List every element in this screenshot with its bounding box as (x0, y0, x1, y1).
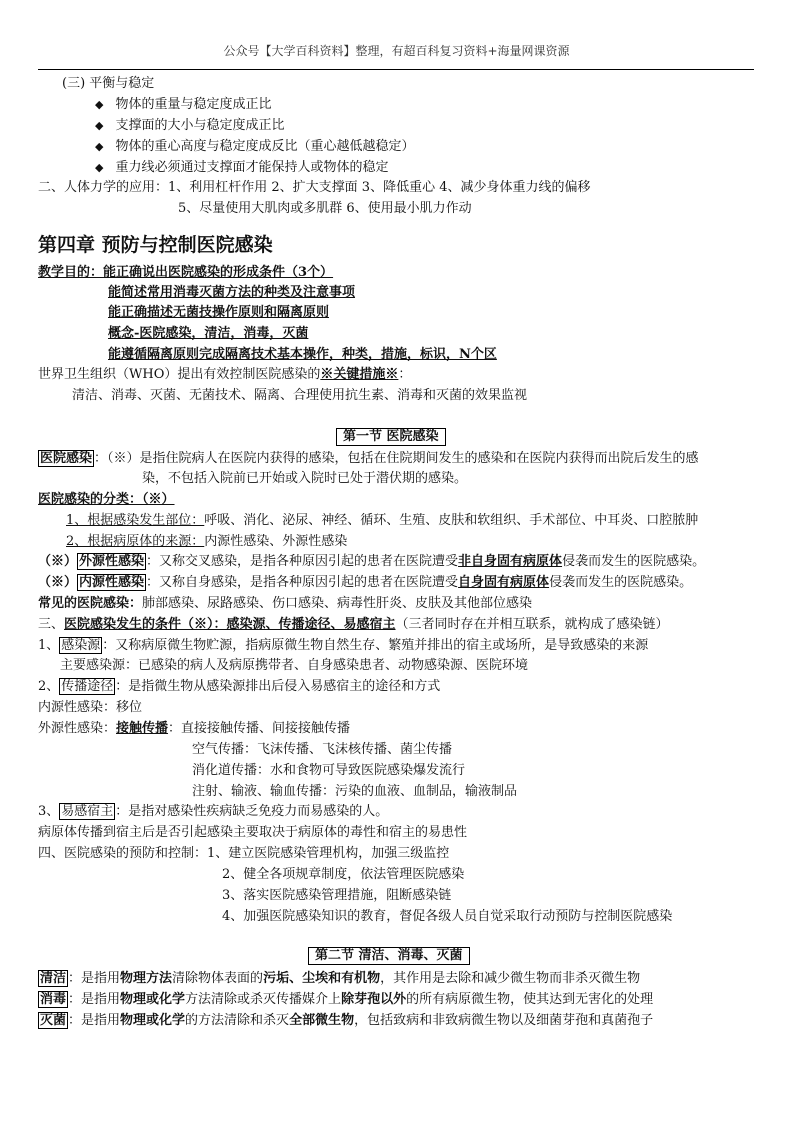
section1-title: 第一节 医院感染 (336, 428, 446, 446)
diamond-bullet-icon: ◆ (95, 98, 104, 111)
objective-item: 概念-医院感染，清洁，消毒，灭菌 (108, 326, 309, 341)
who-measures-intro: 世界卫生组织（WHO）提出有效控制医院感染的※关键措施※： (38, 367, 412, 382)
exogenous-infection: （※） 外源性感染 ：又称交叉感染，是指各种原因引起的患者在医院遭受非自身固有病原体侵袭而发生的医院感染。 (38, 554, 706, 569)
prevention-item: 3、落实医院感染管理措施，阻断感染链 (222, 888, 452, 903)
chapter-title: 第四章 预防与控制医院感染 (38, 234, 273, 256)
sterilization-definition: 灭菌 ：是指用物理或化学的方法清除和杀灭全部微生物，包括致病和非致病微生物以及细菌芽孢和真菌孢子 (40, 1013, 654, 1028)
page-header: 公众号【大学百科资料】整理，有超百科复习资料+海量网课资源 (223, 44, 570, 58)
who-measures-list: 清洁、消毒、灭菌、无菌技术、隔离、合理使用抗生素、消毒和灭菌的效果监视 (72, 388, 528, 403)
section2-title: 第二节 清洁、消毒、灭菌 (308, 947, 470, 965)
cleaning-definition: 清洁 ：是指用物理方法清除物体表面的污垢、尘埃和有机物，其作用是去除和减少微生物而非杀灭微生物 (40, 971, 641, 986)
digestive-route: 消化道传播：水和食物可导致医院感染爆发流行 (192, 763, 466, 778)
exogenous-route: 外源性感染：接触传播：直接接触传播、间接接触传播 (38, 721, 351, 736)
balance-item: ◆ 重力线必须通过支撑面才能保持人或物体的稳定 (95, 160, 389, 175)
classification-by-site: 1、根据感染发生部位：呼吸、消化、泌尿、神经、循环、生殖、皮肤和软组织、手术部位、中耳炎、口腔脓肿 (66, 513, 699, 528)
mechanics-application-cont: 5、尽量使用大肌肉或多肌群 6、使用最小肌力作动 (178, 201, 472, 216)
classification-label: 医院感染的分类：（※） (38, 492, 175, 507)
objective-item: 能简述常用消毒灭菌方法的种类及注意事项 (108, 285, 356, 300)
endogenous-infection: （※） 内源性感染 ：又称自身感染，是指各种原因引起的患者在医院遭受自身固有病原体侵袭而发生的医院感染。 (38, 575, 693, 590)
balance-heading: (三) 平衡与稳定 (62, 76, 155, 91)
diamond-bullet-icon: ◆ (95, 119, 104, 132)
mechanics-application: 二、人体力学的应用：1、利用杠杆作用 2、扩大支撑面 3、降低重心 4、减少身体重力线的偏移 (38, 180, 591, 195)
balance-item: ◆ 物体的重心高度与稳定度成反比（重心越低越稳定） (95, 139, 415, 154)
transmission-route: 2、 传播途径 ：是指微生物从感染源排出后侵入易感宿主的途径和方式 (38, 679, 441, 694)
airborne-route: 空气传播：飞沫传播、飞沫核传播、菌尘传播 (192, 742, 453, 757)
susceptible-host: 3、 易感宿主 ：是指对感染性疾病缺乏免疫力而易感染的人。 (38, 804, 389, 819)
classification-by-source: 2、根据病原体的来源：内源性感染、外源性感染 (66, 534, 348, 549)
objectives-line: 教学目的：能正确说出医院感染的形成条件（3个） (38, 265, 334, 280)
diamond-bullet-icon: ◆ (95, 140, 104, 153)
endogenous-route: 内源性感染：移位 (38, 700, 143, 715)
infection-source: 1、 感染源 ：又称病原微生物贮源，指病原微生物自然生存、繁殖并排出的宿主或场所，是导致感染的来源 (38, 638, 649, 653)
objective-item: 能遵循隔离原则完成隔离技术基本操作，种类，措施，标识，N个区 (108, 347, 497, 362)
balance-item: ◆ 物体的重量与稳定度成正比 (95, 97, 272, 112)
balance-item: ◆ 支撑面的大小与稳定度成正比 (95, 118, 285, 133)
common-infections: 常见的医院感染：肺部感染、尿路感染、伤口感染、病毒性肝炎、皮肤及其他部位感染 (38, 596, 533, 611)
prevention-item: 4、加强医院感染知识的教育，督促各级人员自觉采取行动预防与控制医院感染 (222, 909, 673, 924)
hospital-infection-definition: 医院感染 ：（※）是指住院病人在医院内获得的感染，包括在住院期间发生的感染和在医院内获得而出院后发生的感 (40, 451, 699, 466)
objective-item: 能正确描述无菌技操作原则和隔离原则 (108, 305, 330, 320)
injection-route: 注射、输液、输血传播：污染的血液、血制品，输液制品 (192, 784, 518, 799)
infection-conditions: 三、医院感染发生的条件（※）：感染源、传播途径、易感宿主（三者同时存在并相互联系，就构成了感染链） (38, 617, 669, 632)
hospital-infection-definition-cont: 染，不包括入院前已开始或入院时已处于潜伏期的感染。 (142, 471, 468, 486)
header-rule (38, 69, 754, 70)
prevention-control: 四、医院感染的预防和控制：1、建立医院感染管理机构，加强三级监控 (38, 846, 450, 861)
diamond-bullet-icon: ◆ (95, 161, 104, 174)
prevention-item: 2、健全各项规章制度，依法管理医院感染 (222, 867, 465, 882)
infection-determinant: 病原体传播到宿主后是否引起感染主要取决于病原体的毒性和宿主的易患性 (38, 825, 468, 840)
disinfection-definition: 消毒 ：是指用物理或化学方法清除或杀灭传播媒介上除芽孢以外的所有病原微生物，使其达到无害化的处理 (40, 992, 654, 1007)
main-infection-sources: 主要感染源：已感染的病人及病原携带者、自身感染患者、动物感染源、医院环境 (60, 658, 529, 673)
